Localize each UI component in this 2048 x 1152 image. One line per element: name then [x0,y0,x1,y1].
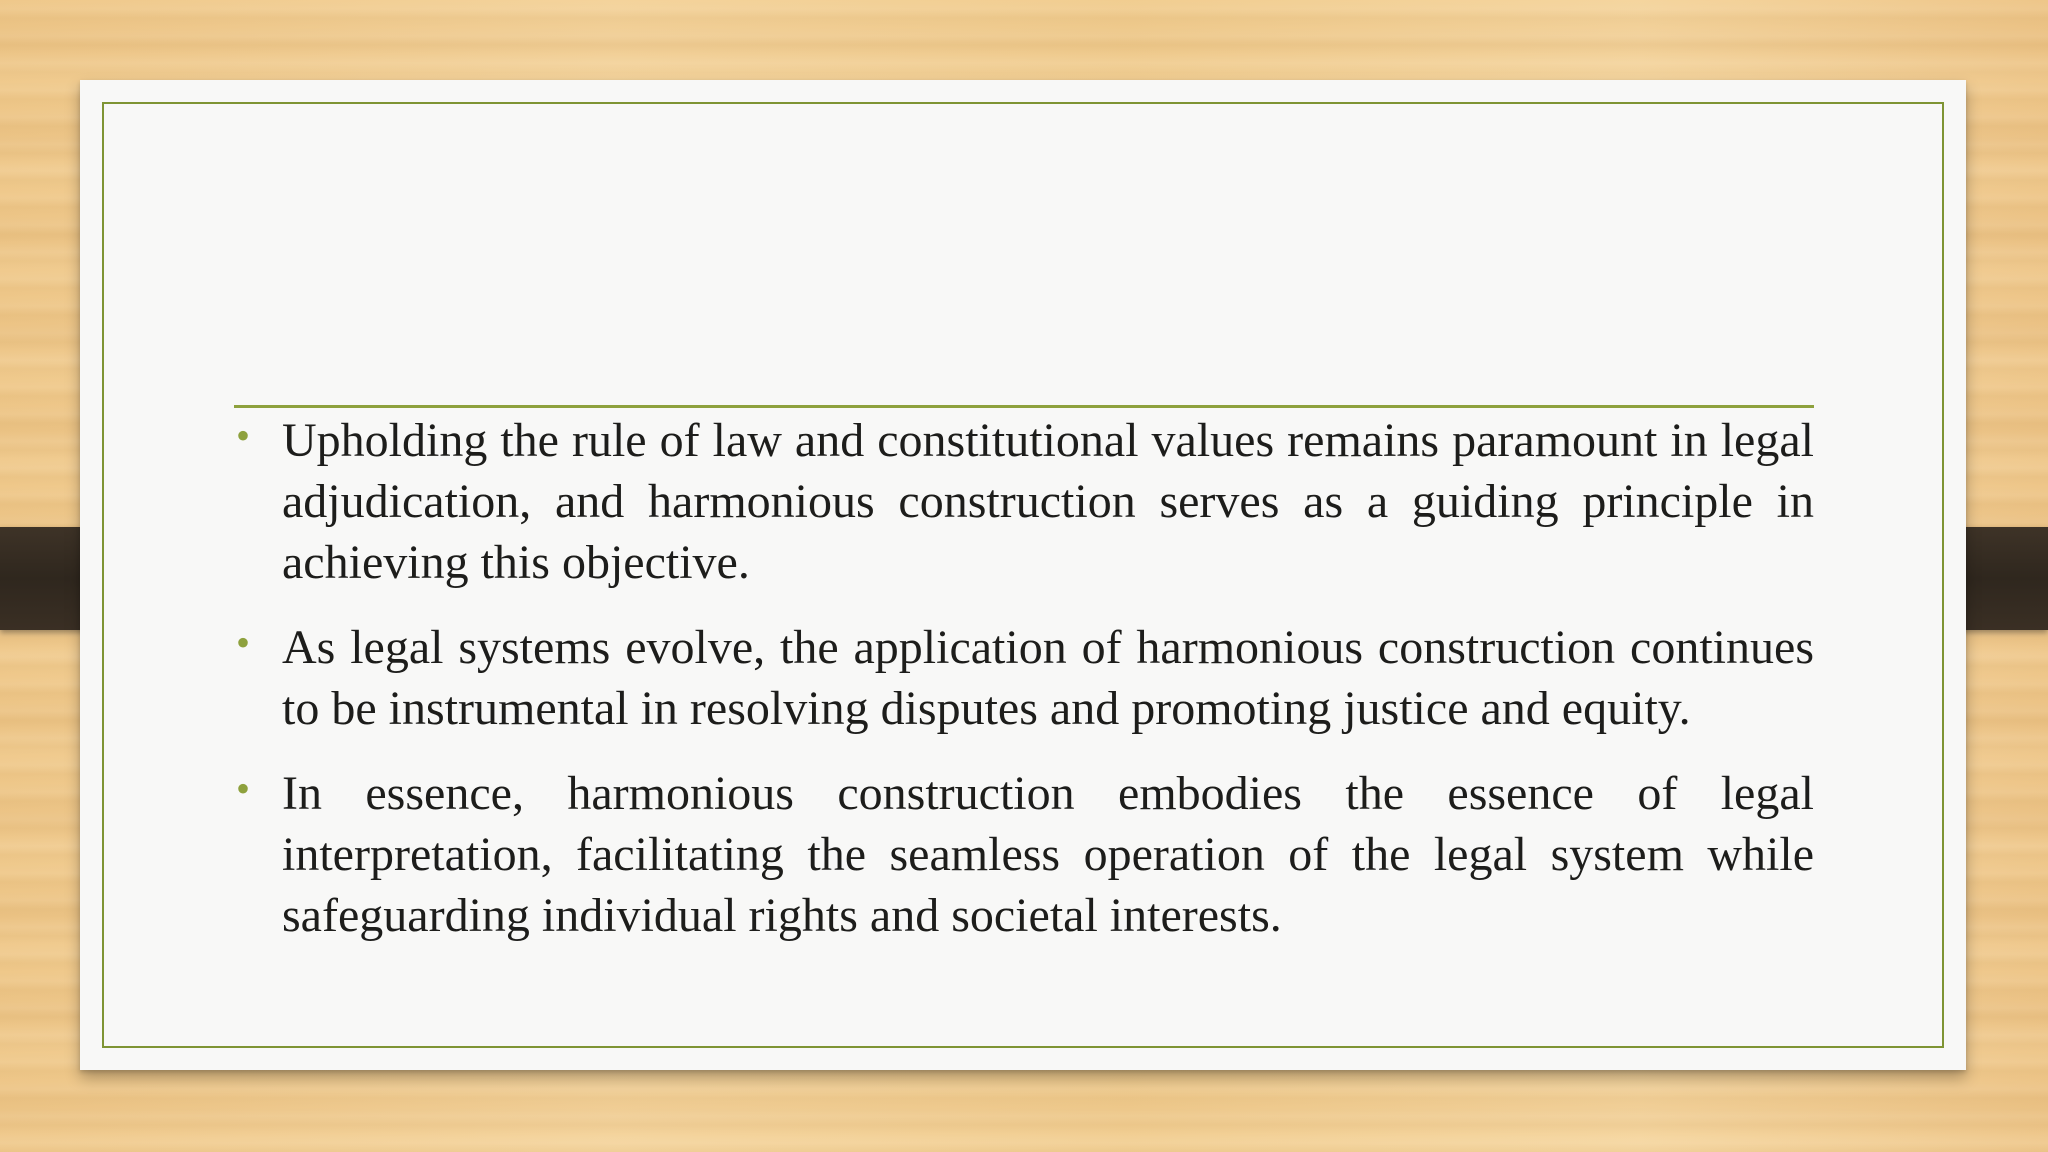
bullet-text: Upholding the rule of law and constitutional values remains paramount in legal adjudication, and harmonious construction serves as a guiding principle in achieving this objective. [282,414,1814,589]
bullet-item [234,763,1814,946]
slide-card [80,80,1966,1070]
title-divider-line [234,405,1814,408]
bullet-list [234,410,1814,946]
bullet-text: As legal systems evolve, the application of harmonious construction continues to be instrumental in resolving disputes and promoting justice and equity. [282,621,1814,735]
bullet-icon: • [236,766,251,811]
slide-body [234,410,1814,970]
bullet-item [234,617,1814,739]
bullet-icon: • [236,413,251,458]
bullet-icon: • [236,620,251,665]
bullet-item [234,410,1814,593]
bullet-text: In essence, harmonious construction embodies the essence of legal interpretation, facilitating the seamless operation of the legal system while safeguarding individual rights and societal interests. [282,767,1814,942]
